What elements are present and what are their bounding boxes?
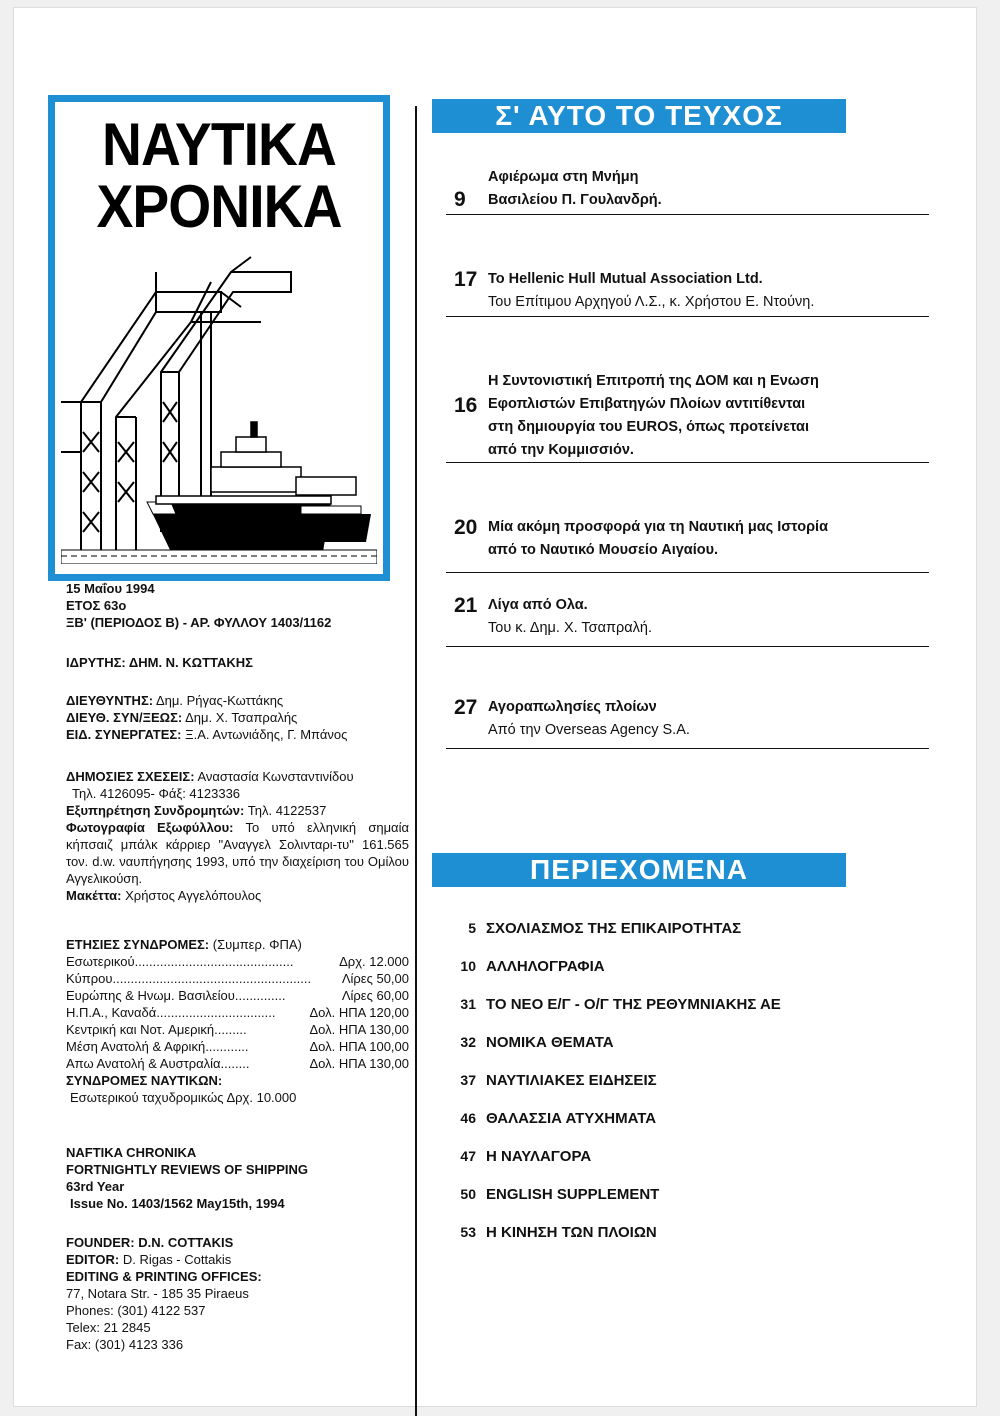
toc-entry[interactable]: [446, 594, 929, 647]
staff-role: ΔΙΕΥΘΥΝΤΗΣ:: [66, 693, 154, 708]
english-address: 77, Notara Str. - 185 35 Piraeus: [66, 1286, 249, 1301]
magazine-page: [14, 8, 976, 1406]
toc-title: Αφιέρωμα στη Μνήμη Βασιλείου Π. Γουλανδρή.: [488, 169, 662, 208]
subscriptions-block: [66, 936, 409, 1106]
english-year: 63rd Year: [66, 1179, 125, 1194]
naval-subscriptions-label: ΣΥΝΔΡΟΜΕΣ ΝΑΥΤΙΚΩΝ:: [66, 1073, 223, 1088]
issue-period: ΞΒ' (ΠΕΡΙΟΔΟΣ Β) - ΑΡ. ΦΥΛΛΟΥ 1403/1162: [66, 615, 332, 630]
contents-row[interactable]: [444, 1224, 657, 1241]
english-issue: Issue No. 1403/1562 May15th, 1994: [70, 1196, 285, 1211]
toc-page-number: 16: [454, 394, 478, 417]
toc-title: Αγοραπωλησίες πλοίων Από την Overseas Agency S.A.: [488, 699, 690, 738]
in-this-issue-banner: Σ' ΑΥΤΟ ΤΟ ΤΕΥΧΟΣ: [432, 99, 846, 133]
subscriber-service-phone: Τηλ. 4122537: [247, 803, 327, 818]
contents-row[interactable]: [444, 958, 605, 975]
toc-entry[interactable]: [446, 370, 929, 463]
staff-row: [66, 692, 347, 709]
toc-page-number: 21: [454, 594, 478, 617]
contents-title: ΝΑΥΤΙΛΙΑΚΕΣ ΕΙΔΗΣΕΙΣ: [486, 1072, 657, 1089]
staff-name: Ξ.Α. Αντωνιάδης, Γ. Μπάνος: [185, 727, 348, 742]
pr-name: Αναστασία Κωνσταντινίδου: [197, 769, 354, 784]
subscriptions-note: (Συμπερ. ΦΠΑ): [212, 937, 302, 952]
contents-title: Η ΝΑΥΛΑΓΟΡΑ: [486, 1148, 592, 1165]
issue-info: [66, 580, 331, 631]
staff-list: [66, 692, 347, 743]
english-offices: EDITING & PRINTING OFFICES:: [66, 1269, 262, 1284]
contents-row[interactable]: [444, 996, 781, 1013]
english-founder: FOUNDER: D.N. COTTAKIS: [66, 1235, 234, 1250]
subscriptions-label: ΕΤΗΣΙΕΣ ΣΥΝΔΡΟΜΕΣ:: [66, 937, 210, 952]
container-ship-cranes-illustration: [61, 252, 377, 564]
pr-phone: Τηλ. 4126095- Φάξ: 4123336: [72, 786, 241, 801]
subscription-row: Κεντρική και Νοτ. Αμερική......... Δολ. ΗΠΑ 130,00: [66, 1022, 409, 1037]
contents-row[interactable]: [444, 1110, 656, 1127]
pr-label: ΔΗΜΟΣΙΕΣ ΣΧΕΣΕΙΣ:: [66, 769, 195, 784]
contents-page-number: 46: [460, 1110, 476, 1126]
cover-photo-label: Φωτογραφία Εξωφύλλου:: [66, 820, 234, 835]
contents-page-number: 5: [468, 920, 476, 936]
contents-row[interactable]: [444, 920, 741, 937]
subscriber-service-label: Εξυπηρέτηση Συνδρομητών:: [66, 803, 245, 818]
contents-title: ΝΟΜΙΚΑ ΘΕΜΑΤΑ: [486, 1034, 614, 1051]
toc-page-number: 20: [454, 516, 478, 539]
founder-line: ΙΔΡΥΤΗΣ: ΔΗΜ. Ν. ΚΩΤΤΑΚΗΣ: [66, 655, 253, 670]
contents-title: ΣΧΟΛΙΑΣΜΟΣ ΤΗΣ ΕΠΙΚΑΙΡΟΤΗΤΑΣ: [486, 920, 742, 937]
masthead-title-line2: ΧΡΟΝΙΚΑ: [96, 173, 342, 240]
subscription-row: Απω Ανατολή & Αυστραλία........ Δολ. ΗΠΑ 130,00: [66, 1056, 409, 1071]
issue-date: 15 Μαΐου 1994: [66, 581, 155, 596]
issue-year: ΕΤΟΣ 63ο: [66, 598, 127, 613]
contents-row[interactable]: [444, 1148, 591, 1165]
contents-page-number: 53: [460, 1224, 476, 1240]
contents-page-number: 32: [460, 1034, 476, 1050]
contents-title: ΘΑΛΑΣΣΙΑ ΑΤΥΧΗΜΑΤΑ: [486, 1110, 657, 1127]
contents-page-number: 47: [460, 1148, 476, 1164]
masthead-title: [68, 102, 370, 238]
english-fax: Fax: (301) 4123 336: [66, 1337, 184, 1352]
contents-page-number: 10: [460, 958, 476, 974]
naval-subscriptions-text: Εσωτερικού ταχυδρομικώς Δρχ. 10.000: [70, 1090, 297, 1105]
subscription-row: Η.Π.Α., Καναδά................................. Δολ. ΗΠΑ 120,00: [66, 1005, 409, 1020]
toc-title: Το Hellenic Hull Mutual Association Ltd. Του Επίτιμου Αρχηγού Λ.Σ., κ. Χρήστου Ε. Ντούνη.: [488, 271, 815, 310]
toc-page-number: 27: [454, 696, 478, 719]
toc-entry[interactable]: [446, 516, 929, 573]
subscription-row: Κύπρου....................................................... Λίρες 50,00: [66, 971, 409, 986]
column-divider: [415, 106, 417, 1416]
cover-photo-text: Το υπό ελληνική σημαία κήπσαιζ μπάλκ κάρριερ "Αναγγελ Σολινταρι-τυ" 161.565 τον. d.w. ναυπήγησης 1993, υπό την διαχείριση του Ομίλου Αγγελικούση.: [66, 820, 409, 886]
subscription-row: Ευρώπης & Ηνωμ. Βασιλείου.............. Λίρες 60,00: [66, 988, 409, 1003]
staff-row: [66, 726, 347, 743]
layout-name: Χρήστος Αγγελόπουλος: [125, 888, 262, 903]
toc-page-number: 9: [454, 188, 466, 211]
english-phones: Phones: (301) 4122 537: [66, 1303, 206, 1318]
english-telex: Telex: 21 2845: [66, 1320, 151, 1335]
public-relations: [66, 768, 409, 904]
toc-title: Η Συντονιστική Επιτροπή της ΔΟΜ και η Ενωση Εφοπλιστών Επιβατηγών Πλοίων αντιτίθενται στη δημιουργία του EUROS, όπως προτείνεται από την Κομμισσιόν.: [488, 373, 819, 458]
contents-page-number: 50: [460, 1186, 476, 1202]
toc-entry[interactable]: [446, 166, 929, 215]
subscription-row: Εσωτερικού............................................ Δρχ. 12.000: [66, 954, 409, 969]
masthead-frame: [48, 95, 390, 581]
toc-entry[interactable]: [446, 268, 929, 317]
contents-title: ΤΟ ΝΕΟ Ε/Γ - Ο/Γ ΤΗΣ ΡΕΘΥΜΝΙΑΚΗΣ ΑΕ: [486, 996, 781, 1013]
contents-title: Η ΚΙΝΗΣΗ ΤΩΝ ΠΛΟΙΩΝ: [486, 1224, 657, 1241]
subscription-row: Μέση Ανατολή & Αφρική............ Δολ. ΗΠΑ 100,00: [66, 1039, 409, 1054]
staff-row: [66, 709, 347, 726]
english-masthead: [66, 1144, 308, 1212]
layout-label: Μακέττα:: [66, 888, 122, 903]
contents-row[interactable]: [444, 1072, 657, 1089]
staff-role: ΕΙΔ. ΣΥΝΕΡΓΑΤΕΣ:: [66, 727, 182, 742]
contents-page-number: 31: [460, 996, 476, 1012]
english-staff: [66, 1234, 262, 1353]
staff-name: Δημ. Χ. Τσαπραλής: [185, 710, 298, 725]
contents-title: ΑΛΛΗΛΟΓΡΑΦΙΑ: [486, 958, 605, 975]
contents-row[interactable]: [444, 1186, 659, 1203]
contents-banner: ΠΕΡΙΕΧΟΜΕΝΑ: [432, 853, 846, 887]
staff-role: ΔΙΕΥΘ. ΣΥΝ/ΞΕΩΣ:: [66, 710, 183, 725]
toc-page-number: 17: [454, 268, 478, 291]
english-editor-name: D. Rigas - Cottakis: [122, 1252, 232, 1267]
staff-name: Δημ. Ρήγας-Κωττάκης: [155, 693, 284, 708]
contents-page-number: 37: [460, 1072, 476, 1088]
masthead-title-line1: ΝΑΥΤΙΚΑ: [102, 111, 336, 178]
toc-title: Μία ακόμη προσφορά για τη Ναυτική μας Ιστορία από το Ναυτικό Μουσείο Αιγαίου.: [488, 519, 828, 558]
english-title: NAFTIKA CHRONIKA: [66, 1145, 197, 1160]
toc-title: Λίγα από Ολα. Του κ. Δημ. Χ. Τσαπραλή.: [488, 597, 652, 636]
contents-row[interactable]: [444, 1034, 614, 1051]
contents-title: ENGLISH SUPPLEMENT: [486, 1186, 660, 1203]
toc-entry[interactable]: [446, 696, 929, 749]
english-editor-label: EDITOR:: [66, 1252, 120, 1267]
english-subtitle: FORTNIGHTLY REVIEWS OF SHIPPING: [66, 1162, 308, 1177]
